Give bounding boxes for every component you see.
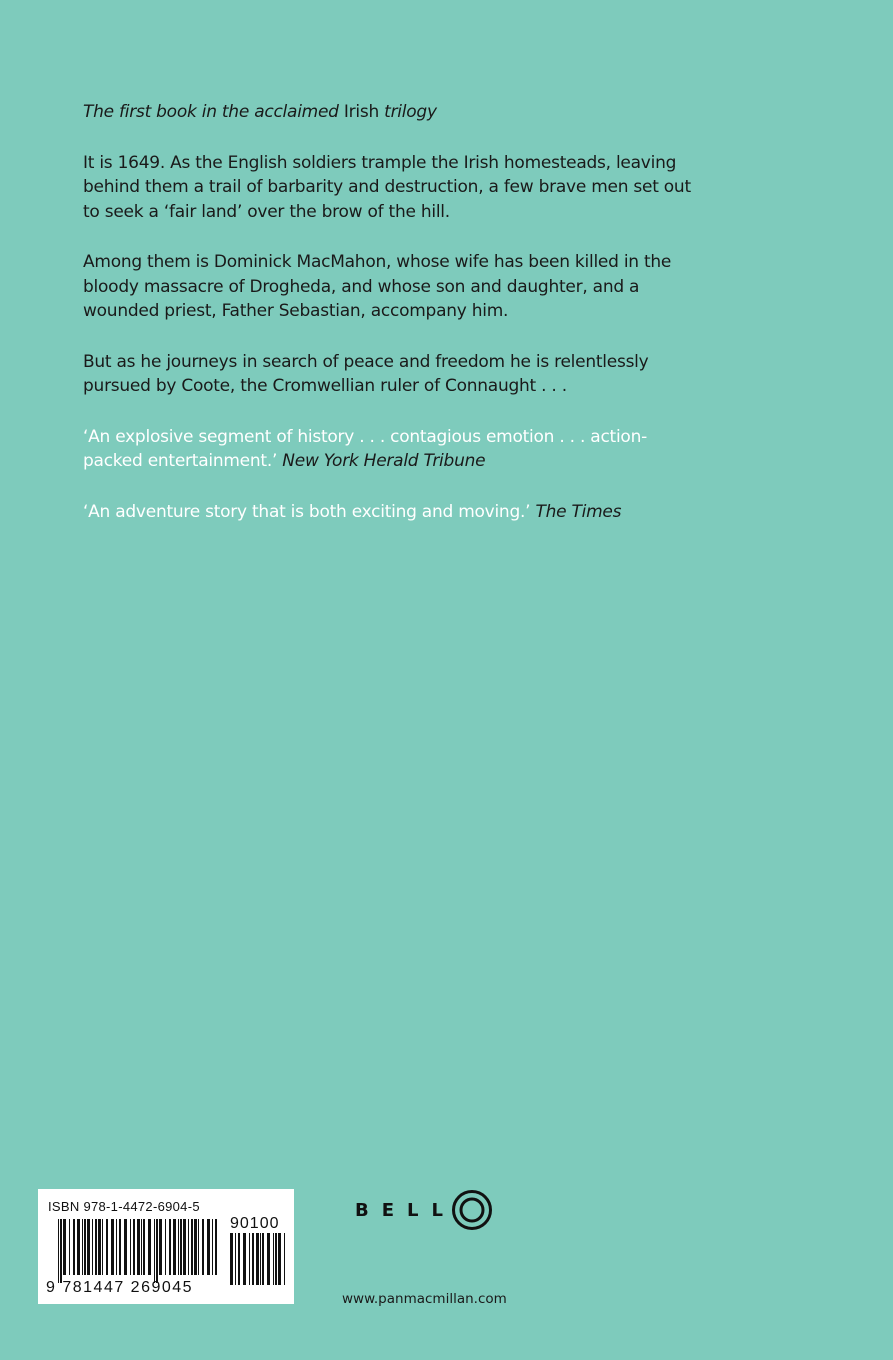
barcode-bar (188, 1219, 189, 1275)
addon-bars (230, 1233, 285, 1285)
barcode-bar (156, 1219, 158, 1283)
barcode-bar (260, 1233, 261, 1285)
barcode-bar (92, 1219, 93, 1275)
barcode-bar (143, 1219, 145, 1275)
barcode-bar (82, 1219, 83, 1275)
barcode-bar (69, 1219, 70, 1275)
barcode-bar (111, 1219, 114, 1275)
barcode-bar (249, 1233, 250, 1285)
publisher-url: www.panmacmillan.com (342, 1291, 507, 1307)
barcode-bar (154, 1219, 155, 1283)
tagline-text-end: trilogy (379, 102, 437, 122)
publisher-logo (355, 1188, 494, 1232)
barcode-bar (77, 1219, 80, 1275)
barcode-bar (230, 1233, 233, 1285)
barcode-bar (284, 1233, 285, 1285)
barcode-bar (235, 1233, 236, 1285)
tagline-text: The first book in the acclaimed (83, 102, 344, 122)
barcode-bar (116, 1219, 117, 1275)
barcode-bar (202, 1219, 204, 1275)
barcode-bar (194, 1219, 197, 1275)
synopsis-paragraph: It is 1649. As the English soldiers trample the Irish homesteads, leaving behind them a trail of barbarity and destruction, a few brave men set out to seek a ‘fair land’ over the brow of the hill. (83, 152, 691, 222)
barcode-bar (148, 1219, 151, 1275)
barcode-bar (183, 1219, 186, 1275)
barcode-bar (124, 1219, 127, 1275)
barcode-bar (87, 1219, 90, 1275)
synopsis-paragraph: Among them is Dominick MacMahon, whose wife has been killed in the bloody massacre of Drogheda, and whose son and daughter, and a wounded priest, Father Sebastian, accompany him. (83, 252, 672, 321)
barcode-bar (278, 1233, 281, 1285)
barcode-bar (267, 1233, 270, 1285)
barcode-bar (130, 1219, 131, 1275)
barcode-bar (262, 1233, 264, 1285)
barcode-bar (215, 1219, 217, 1275)
barcode-bar (180, 1219, 182, 1275)
barcode-bar (256, 1233, 259, 1285)
quote-source: New York Herald Tribune (282, 451, 486, 471)
barcode-bar (165, 1219, 166, 1275)
barcode-bar (169, 1219, 171, 1275)
price-addon-number: 90100 (230, 1215, 280, 1232)
review-quote (83, 425, 703, 474)
barcode-bar (273, 1233, 274, 1285)
barcode-bar (207, 1219, 210, 1275)
barcode-bar (178, 1219, 179, 1275)
barcode-bar (173, 1219, 176, 1275)
barcode-bar (106, 1219, 108, 1275)
barcode-bar (141, 1219, 142, 1275)
barcode-bar (119, 1219, 121, 1275)
synopsis-paragraph: But as he journeys in search of peace and freedom he is relentlessly pursued by Coote, the Cromwellian ruler of Connaught . . . (83, 351, 649, 396)
tagline-series-name: Irish (343, 102, 379, 122)
barcode-bar (73, 1219, 75, 1275)
logo-wordmark: BELL (355, 1199, 456, 1221)
isbn-barcode (38, 1189, 294, 1304)
barcode-bar (252, 1233, 254, 1285)
barcode-bar (63, 1219, 66, 1275)
barcode-bar (98, 1219, 101, 1275)
barcode-bar (137, 1219, 140, 1275)
barcode-bar (84, 1219, 86, 1275)
quote-text: ‘An adventure story that is both exciting and moving.’ (83, 501, 536, 522)
barcode-bar (243, 1233, 246, 1285)
logo-ring-icon (450, 1188, 494, 1232)
barcode-bar (95, 1219, 97, 1275)
quote-source: The Times (535, 501, 622, 522)
barcode-bar (191, 1219, 193, 1275)
quote-text: ‘An explosive segment of history . . . contagious emotion . . . action-packed entertainment.’ (83, 426, 647, 471)
series-tagline (83, 100, 703, 125)
barcode-bar (102, 1219, 103, 1275)
barcode-bar (275, 1233, 277, 1285)
barcode-bar (238, 1233, 240, 1285)
isbn-label: ISBN 978-1-4472-6904-5 (48, 1199, 200, 1214)
ean-bars (58, 1219, 217, 1283)
barcode-bar (58, 1219, 59, 1283)
review-quote (83, 500, 703, 525)
back-cover-blurb (83, 100, 703, 550)
barcode-bar (198, 1219, 199, 1275)
barcode-bar (212, 1219, 213, 1275)
ean-digits: 9 781447 269045 (46, 1279, 194, 1296)
barcode-bar (133, 1219, 135, 1275)
barcode-bar (60, 1219, 62, 1283)
barcode-bar (159, 1219, 162, 1275)
